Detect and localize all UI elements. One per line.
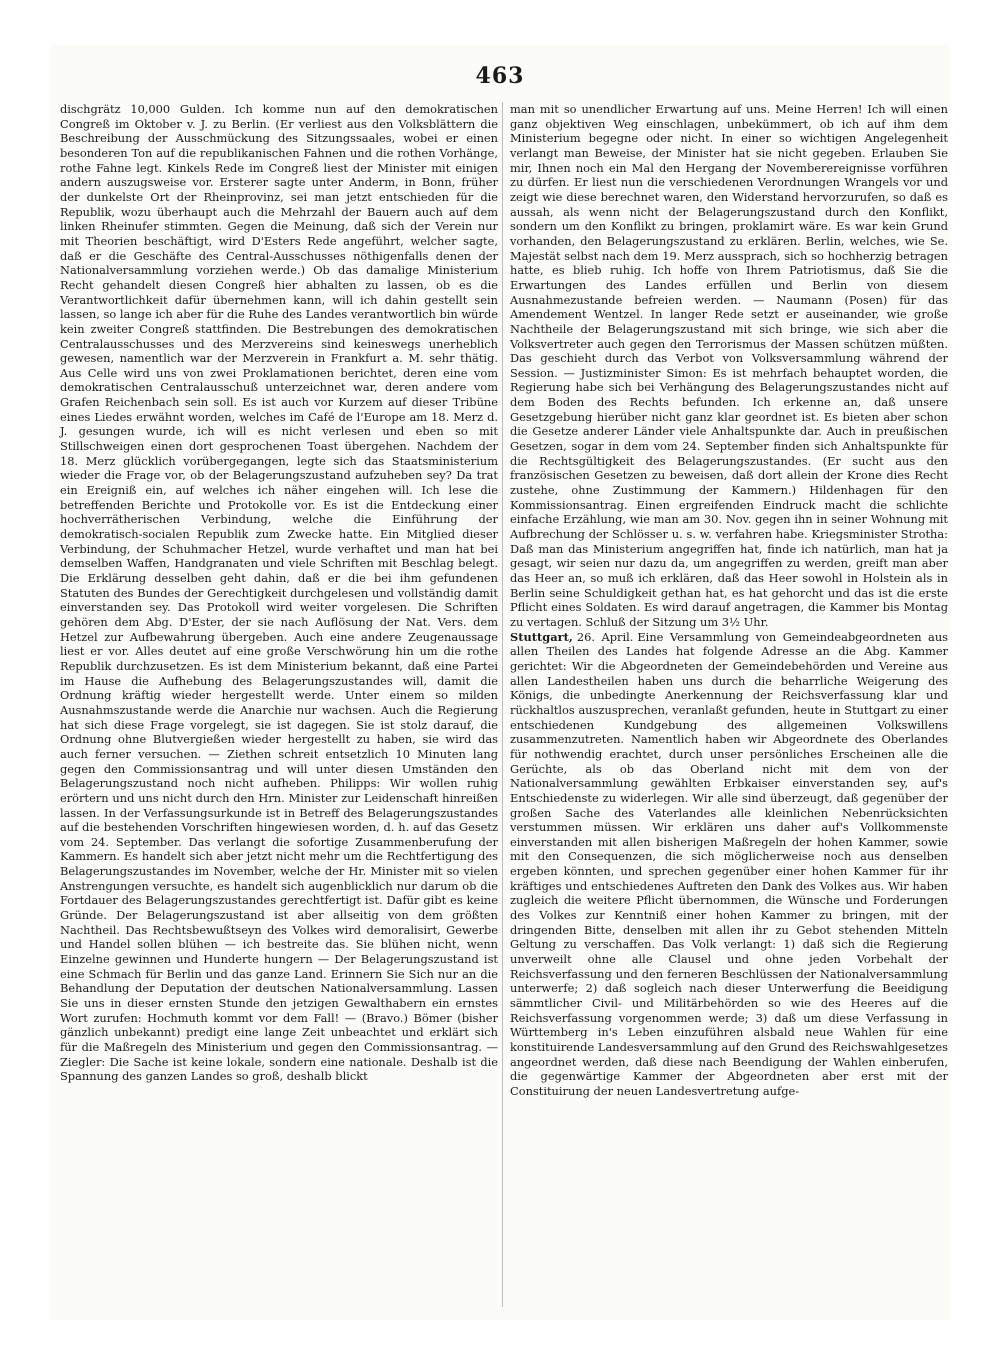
right-column — [510, 102, 948, 1099]
left-column-text: dischgrätz 10,000 Gulden. Ich komme nun auf den demokratischen Congreß im Oktober v. J. zu Berlin. (Er verliest aus den Volksblättern die Beschreibung der Ausschmückung des Sitzungssaales, wobei er einen besonderen Ton auf die republikanischen Fahnen und die rothen Vorhänge, rothe Fahne legt. Kinkels Rede im Congreß liest der Minister mit einigen andern auszugsweise vor. Ersterer sagte unter Anderm, in Bonn, früher der dunkelste Ort der Rheinprovinz, sei man jetzt entschieden für die Republik, wozu überhaupt auch die Mehrzahl der Bauern auch auf dem linken Rheinufer stimmten. Gegen die Meinung, daß sich der Verein nur mit Theorien beschäftigt, wird D'Esters Rede angeführt, welcher sagte, daß er die Geschäfte des Central-Ausschusses nöthigenfalls denen der Nationalversammlung vorziehen werde.) Ob das damalige Ministerium Recht gehandelt diesen Congreß hier abhalten zu lassen, ob es die Verantwortlichkeit dafür übernehmen kann, will ich dahin gestellt sein lassen, so lange ich aber für die Ruhe des Landes verantwortlich bin würde kein zweiter Congreß stattfinden. Die Bestrebungen des demokratischen Centralausschusses und des Merzvereins sind keineswegs unerheblich gewesen, namentlich war der Merzverein in Frankfurt a. M. sehr thätig. Aus Celle wird uns von zwei Proklamationen berichtet, deren eine vom demokratischen Centralausschuß unterzeichnet war, deren andere vom Grafen Reichenbach sein soll. Es ist auch vor Kurzem auf dieser Tribüne eines Liedes erwähnt worden, welches im Café de l'Europe am 18. Merz d. J. gesungen wurde, ich will es nicht verlesen und eben so mit Stillschweigen einen dort gesprochenen Toast übergehen. Nachdem der 18. Merz glücklich vorübergegangen, legte sich das Staatsministerium wieder die Frage vor, ob der Belagerungszustand aufzuheben sey? Da trat ein Ereigniß ein, auf welches ich näher eingehen will. Ich lese die betreffenden Berichte und Protokolle vor. Es ist die Entdeckung einer hochverrätherischen Verbindung, welche die Einführung der demokratisch-socialen Republik zum Zwecke hatte. Ein Mitglied dieser Verbindung, der Schuhmacher Hetzel, wurde verhaftet und man hat bei demselben Waffen, Handgranaten und viele Schriften mit Beschlag belegt. Die Erklärung desselben geht dahin, daß er die bei ihm gefundenen Statuten des Bundes der Gerechtigkeit durchgelesen und vollständig damit einverstanden sey. Das Protokoll wird weiter vorgelesen. Die Schriften gehören dem Abg. D'Ester, der sie nach Auflösung der Nat. Vers. dem Hetzel zur Aufbewahrung übergeben. Auch eine andere Zeugenaussage liest er vor. Alles deutet auf eine große Verschwörung hin um die rothe Republik durchzusetzen. Es ist dem Ministerium bekannt, daß eine Partei im Hause die Aufhebung des Belagerungszustandes will, damit die Ordnung kräftig wieder hergestellt werde. Unter einem so milden Ausnahmszustande werde die Anarchie nur wachsen. Auch die Regierung hat sich diese Frage vorgelegt, sie ist dagegen. Sie ist stolz darauf, die Ordnung ohne Blutvergießen wieder hergestellt zu haben, sie wird das auch ferner versuchen. — Ziethen schreit entsetzlich 10 Minuten lang gegen den Commissionsantrag und will unter diesen Umständen den Belagerungszustand noch nicht aufheben. Philipps: Wir wollen ruhig erörtern und uns nicht durch den Hrn. Minister zur Leidenschaft hinreißen lassen. In der Verfassungsurkunde ist in Betreff des Belagerungszustandes auf die bestehenden Vorschriften hingewiesen worden, d. h. auf das Gesetz vom 24. September. Das verlangt die sofortige Zusammenberufung der Kammern. Es handelt sich aber jetzt nicht mehr um die Rechtfertigung des Belagerungszustandes im November, welche der Hr. Minister mit so vielen Anstrengungen versuchte, es handelt sich augenblicklich nur darum ob die Fortdauer des Belagerungszustandes gerechtfertigt ist. Dafür gibt es keine Gründe. Der Belagerungszustand ist aber allseitig von dem größten Nachtheil. Das Rechtsbewußtseyn des Volkes wird demoralisirt, Gewerbe und Handel sollen blühen — ich bestreite das. Sie blühen nicht, wenn Einzelne gewinnen und Hunderte hungern — Der Belagerungszustand ist eine Schmach für Berlin und das ganze Land. Erinnern Sie Sich nur an die Behandlung der Deputation der deutschen Nationalversammlung. Lassen Sie uns in dieser ernsten Stunde den jetzigen Gewalthabern ein ernstes Wort zurufen: Hochmuth kommt vor dem Fall! — (Bravo.) Bömer (bisher gänzlich unbekannt) predigt eine lange Zeit unbeachtet und erklärt sich für die Maßregeln des Ministerium und gegen den Commissionsantrag. — Ziegler: Die Sache ist keine lokale, sondern eine nationale. Deshalb ist die Spannung des ganzen Landes so groß, deshalb blickt — [60, 102, 498, 1084]
page-number: 463 — [475, 63, 525, 89]
dateline-date: 26. April. — [576, 629, 634, 644]
left-column — [60, 102, 498, 1084]
column-divider — [502, 102, 503, 1307]
right-column-text-part2: Eine Versammlung von Gemeindeabgeordneten aus allen Theilen des Landes hat folgende Adresse an die Abg. Kammer gerichtet: Wir die Abgeordneten der Gemeindebehörden und Vereine aus allen Landestheilen haben uns durch die beharrliche Weigerung des Königs, die unbedingte Anerkennung der Reichsverfassung klar und rückhaltlos auszusprechen, veranlaßt gefunden, heute in Stuttgart zu einer entschiedenen Kundgebung des allgemeinen Volkswillens zusammenzutreten. Namentlich haben wir Abgeordnete des Oberlandes für nothwendig erachtet, durch unser persönliches Erscheinen alle die Gerüchte, als ob das Oberland nicht mit dem von der Nationalversammlung gewählten Erbkaiser einverstanden sey, auf's Entschiedenste zu widerlegen. Wir alle sind überzeugt, daß gegenüber der großen Sache des Vaterlandes alle kleinlichen Nebenrücksichten verstummen müssen. Wir erklären uns daher auf's Vollkommenste einverstanden mit allen bisherigen Maßregeln der hohen Kammer, sowie mit den Consequenzen, die sich möglicherweise noch aus denselben ergeben könnten, und sprechen gegenüber einer hohen Kammer für ihr kräftiges und entschiedenes Auftreten den Dank des Volkes aus. Wir haben zugleich die weitere Pflicht übernommen, die Wünsche und Forderungen des Volkes zur Kenntniß einer hohen Kammer zu bringen, mit der dringenden Bitte, denselben mit allen ihr zu Gebot stehenden Mitteln Geltung zu verschaffen. Das Volk verlangt: 1) daß sich die Regierung unverweilt ohne alle Clausel und ohne jeden Vorbehalt der Reichsverfassung und den ferneren Beschlüssen der Nationalversammlung unterwerfe; 2) daß sogleich nach dieser Unterwerfung die Beeidigung sämmtlicher Civil- und Militärbehörden so wie des Heeres auf die Reichsverfassung vorgenommen werde; 3) daß um diese Verfassung in Württemberg in's Leben einzuführen alsbald neue Wahlen für eine konstituirende Landesversammlung auf den Grund des Reichswahlgesetzes angeordnet werden, daß diese nach Beendigung der Wahlen einberufen, die gegenwärtige Kammer der Abgeordneten aber erst mit der Constituirung der neuen Landesvertretung aufge- — [510, 629, 948, 1098]
newspaper-page — [50, 45, 950, 1320]
dateline-place: Stuttgart, — [510, 629, 573, 644]
right-column-text-part1: man mit so unendlicher Erwartung auf uns. Meine Herren! Ich will einen ganz objektiven Weg einschlagen, unbekümmert, ob ich auf ihm dem Ministerium begegne oder nicht. In einer so wichtigen Angelegenheit verlangt man Beweise, der Minister hat sie nicht gegeben. Erlauben Sie mir, Ihnen noch ein Mal den Hergang der Novemberereignisse vorführen zu dürfen. Er liest nun die verschiedenen Verordnungen Wrangels vor und zeigt wie diese berechnet waren, den Widerstand hervorzurufen, so daß es aussah, als wenn nicht der Belagerungszustand durch den Konflikt, sondern um den Konflikt zu bringen, proklamirt wäre. Es war kein Grund vorhanden, den Belagerungszustand zu erklären. Berlin, welches, wie Se. Majestät selbst nach dem 19. Merz aussprach, sich so hochherzig betragen hatte, es blieb ruhig. Ich hoffe von Ihrem Patriotismus, daß Sie die Erwartungen des Landes erfüllen und Berlin von diesem Ausnahmezustande befreien werden. — Naumann (Posen) für das Amendement Wentzel. In langer Rede setzt er auseinander, wie große Nachtheile der Belagerungszustand mit sich bringe, wie sich aber die Volksvertreter auch gegen den Terrorismus der Massen schützen müßten. Das geschieht durch das Verbot von Volksversammlung während der Session. — Justizminister Simon: Es ist mehrfach behauptet worden, die Regierung habe sich bei Verhängung des Belagerungszustandes nicht auf dem Boden des Rechts befunden. Ich erkenne an, daß unsere Gesetzgebung hierüber nicht ganz klar geordnet ist. Es bieten aber schon die Gesetze anderer Länder viele Anhaltspunkte dar. Auch in preußischen Gesetzen, sogar in dem vom 24. September finden sich Anhaltspunkte für die Rechtsgültigkeit des Belagerungszustandes. (Er sucht aus den französischen Gesetzen zu beweisen, daß dort allein der Krone dies Recht zustehe, ohne Zustimmung der Kammern.) Hildenhagen für den Kommissionsantrag. Einen ergreifenden Eindruck macht die schlichte einfache Erzählung, wie man am 30. Nov. gegen ihn in seiner Wohnung mit Aufbrechung der Schlösser u. s. w. verfahren habe. Kriegsminister Strotha: Daß man das Ministerium angegriffen hat, finde ich natürlich, man hat ja gesagt, wir seien nur dazu da, um angegriffen zu werden, greift man aber das Heer an, so muß ich erklären, daß das Heer sowohl in Holstein als in Berlin seine Schuldigkeit gethan hat, es hat gehorcht und das ist die erste Pflicht eines Soldaten. Es wird darauf angetragen, die Kammer bis Montag zu vertagen. Schluß der Sitzung um 3½ Uhr. — [510, 102, 948, 629]
stuttgart-report — [510, 630, 948, 1099]
